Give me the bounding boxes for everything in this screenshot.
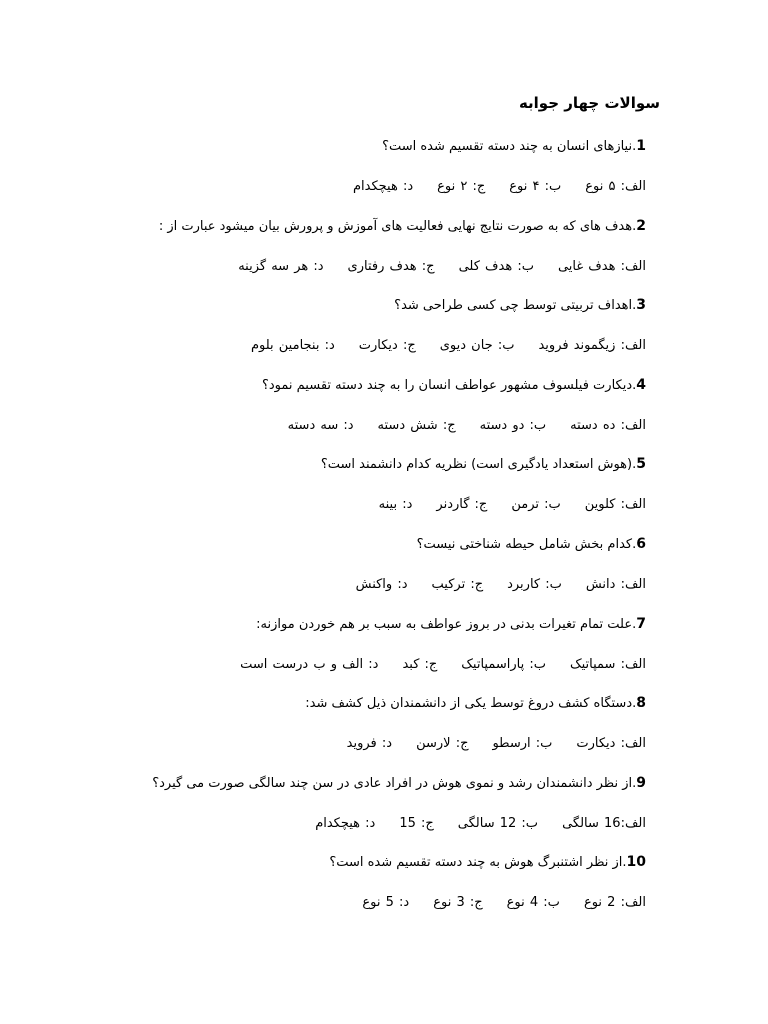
question-text: .دیکارت فیلسوف مشهور عواطف انسان را به چند دسته تقسیم نمود؟ <box>261 377 637 393</box>
answer-option: د: واکنش <box>355 577 408 592</box>
answer-option: ب: ۴ نوع <box>509 179 562 194</box>
question-text: .دستگاه کشف دروغ توسط یکی از دانشمندان ذیل کشف شد: <box>305 696 637 712</box>
answer-option: د: هیچکدام <box>315 815 376 831</box>
question-text: .(هوش استعداد یادگیری است) نظریه کدام دانشمند است؟ <box>320 457 637 473</box>
answer-option: د: هیچکدام <box>352 179 414 194</box>
answer-option: ج: ترکیب <box>431 577 484 592</box>
answer-options-7 <box>240 656 660 674</box>
answer-options-9 <box>315 815 660 833</box>
answer-option: ب: ترمن <box>511 497 561 513</box>
answer-option: ج: هدف رفتاری <box>347 258 435 274</box>
question-6 <box>417 535 660 554</box>
answer-option: الف: دانش <box>585 577 646 592</box>
answer-option: الف: هدف غایی <box>557 258 646 274</box>
answer-option: ب: جان دیوی <box>439 338 515 354</box>
question-10 <box>329 853 660 872</box>
answer-option: د: هر سه گزینه <box>238 258 324 274</box>
answer-options-6 <box>356 576 660 594</box>
answer-option: د: بینه <box>378 497 413 513</box>
answer-option: ب: هدف کلی <box>458 258 534 274</box>
answer-option: ج: 15 <box>399 815 434 831</box>
question-text: .اهداف تربیتی توسط چی کسی طراحی شد؟ <box>394 298 637 314</box>
answer-option: د: سه دسته <box>287 417 354 433</box>
answer-option: ب: پاراسمپاتیک <box>461 656 546 672</box>
answer-option: ب: کاربرد <box>507 577 562 592</box>
answer-option: ج: شش دسته <box>377 417 456 433</box>
question-text: .کدام بخش شامل حیطه شناختی نیست؟ <box>416 537 637 552</box>
question-number: 1 <box>636 138 646 154</box>
question-7 <box>256 615 660 634</box>
answer-option: ج: ۲ نوع <box>437 179 486 194</box>
question-4 <box>262 376 660 395</box>
answer-option: الف:16 سالگی <box>562 815 646 831</box>
answer-option: ب: دو دسته <box>479 417 547 433</box>
answer-options-10 <box>362 894 660 912</box>
answer-options-4 <box>288 417 660 435</box>
answer-options-1 <box>353 178 660 196</box>
question-number: 3 <box>636 297 646 314</box>
answer-option: الف: سمپاتیک <box>569 656 646 672</box>
answer-options-3 <box>251 337 660 355</box>
question-number: 4 <box>636 376 646 393</box>
answer-option: ج: کبد <box>402 656 438 672</box>
question-2 <box>159 217 660 236</box>
question-5 <box>321 455 660 474</box>
question-number: 6 <box>636 536 646 552</box>
answer-options-2 <box>238 258 660 276</box>
answer-option: د: فروید <box>346 736 393 752</box>
answer-option: د: الف و ب درست است <box>240 656 379 672</box>
question-number: 5 <box>636 456 646 473</box>
question-number: 8 <box>636 695 646 712</box>
question-3 <box>394 296 660 315</box>
answer-option: ب: 4 نوع <box>506 895 560 911</box>
question-text: .از نظر دانشمندان رشد و نموی هوش در افراد عادی در سن چند سالگی صورت می گیرد؟ <box>152 775 637 791</box>
answer-option: الف: کلوین <box>584 497 646 513</box>
answer-options-5 <box>379 496 660 514</box>
question-text: .علت تمام تغیرات بدنی در بروز عواطف به سبب بر هم خوردن موازنه: <box>256 616 637 632</box>
question-number: 7 <box>636 615 646 632</box>
question-number: 2 <box>636 217 646 234</box>
question-8 <box>305 694 660 713</box>
question-text: .هدف های که به صورت نتایج نهایی فعالیت های آموزش و پرورش بیان میشود عبارت از : <box>158 218 637 234</box>
question-number: 10 <box>626 854 646 871</box>
question-1 <box>382 137 660 156</box>
answer-option: الف: ده دسته <box>570 417 646 433</box>
answer-option: ج: دیکارت <box>358 338 416 354</box>
answer-option: ب: 12 سالگی <box>457 815 539 831</box>
answer-option: د: 5 نوع <box>362 895 410 911</box>
answer-option: الف: 2 نوع <box>583 895 646 911</box>
question-text: .نیازهای انسان به چند دسته تقسیم شده است؟ <box>382 139 637 154</box>
answer-option: د: بنجامین بلوم <box>250 338 335 354</box>
answer-option: ج: گاردنر <box>436 497 488 513</box>
question-text: .از نظر اشتنبرگ هوش به چند دسته تقسیم شده است؟ <box>329 855 627 871</box>
answer-option: ج: لارسن <box>416 736 469 752</box>
question-9 <box>152 774 660 793</box>
answer-option: الف: ۵ نوع <box>585 179 646 194</box>
answer-option: ج: 3 نوع <box>433 895 483 911</box>
question-number: 9 <box>636 774 646 791</box>
page-title: سوالات چهار جوابه <box>518 94 660 112</box>
answer-options-8 <box>347 735 660 753</box>
answer-option: ب: ارسطو <box>492 736 553 752</box>
answer-option: الف: دیکارت <box>576 736 646 752</box>
answer-option: الف: زیگموند فروید <box>538 338 646 354</box>
